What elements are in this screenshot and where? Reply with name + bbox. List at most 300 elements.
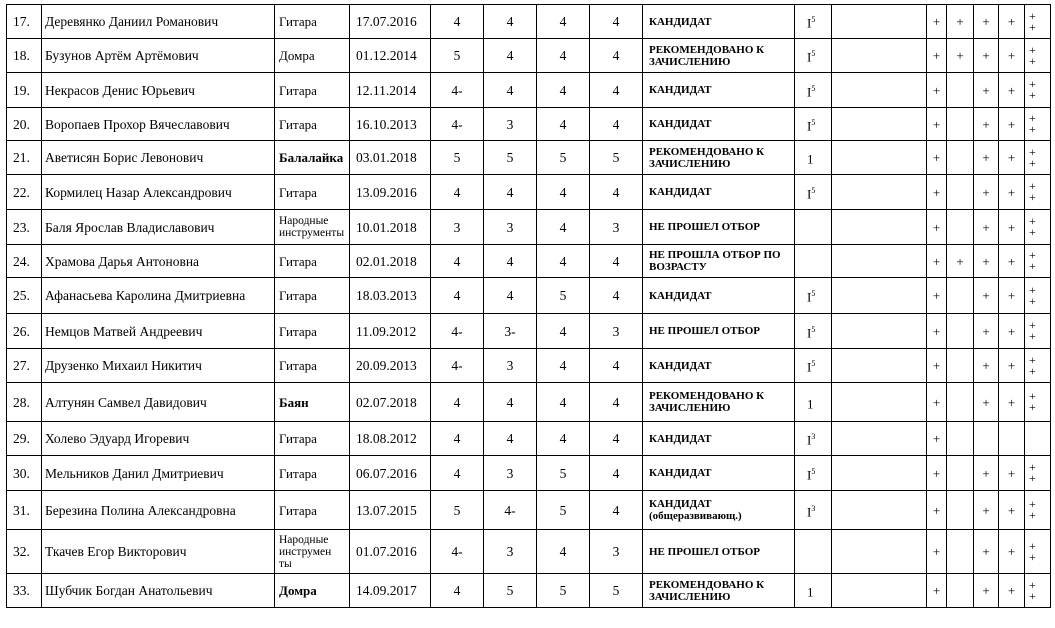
class-level-value: I (807, 467, 812, 483)
instrument: Гитара (275, 245, 350, 278)
mark-cell: + (927, 530, 947, 574)
mark-cell (832, 456, 927, 491)
instrument: Гитара (275, 456, 350, 491)
birth-date: 18.08.2012 (350, 422, 431, 456)
class-level-sup: 5 (811, 49, 816, 59)
mark-cell (947, 422, 974, 456)
status: НЕ ПРОШЕЛ ОТБОР (643, 210, 795, 245)
grade-2: 4 (484, 5, 537, 39)
table-row (7, 108, 1051, 141)
mark-cell: + (999, 108, 1025, 141)
mark-cell: + (999, 278, 1025, 314)
row-number: 26. (7, 314, 42, 349)
grade-3: 4 (537, 245, 590, 278)
mark-cell: + (927, 175, 947, 210)
mark-cell: + + (1025, 491, 1051, 530)
mark-cell: + (999, 210, 1025, 245)
grade-2: 4- (484, 491, 537, 530)
mark-cell: + (974, 73, 999, 108)
class-level (795, 574, 832, 608)
student-name: Баля Ярослав Владиславович (42, 210, 275, 245)
grade-4: 4 (590, 456, 643, 491)
mark-cell (832, 349, 927, 383)
mark-cell (832, 383, 927, 422)
status: КАНДИДАТ (643, 349, 795, 383)
table-row (7, 5, 1051, 39)
status: КАНДИДАТ (643, 108, 795, 141)
grade-2: 3 (484, 349, 537, 383)
grade-3: 4 (537, 73, 590, 108)
mark-cell: + (999, 39, 1025, 73)
mark-cell: + + (1025, 175, 1051, 210)
status: НЕ ПРОШЕЛ ОТБОР (643, 314, 795, 349)
class-level (795, 108, 832, 141)
mark-cell (832, 210, 927, 245)
mark-cell (832, 73, 927, 108)
class-level (795, 245, 832, 278)
class-level (795, 349, 832, 383)
birth-date: 10.01.2018 (350, 210, 431, 245)
grade-3: 4 (537, 530, 590, 574)
mark-cell (947, 175, 974, 210)
class-level-sup: 5 (811, 15, 816, 25)
grade-1: 5 (431, 491, 484, 530)
mark-cell: + + (1025, 383, 1051, 422)
status: КАНДИДАТ (643, 456, 795, 491)
class-level-value: 1 (807, 151, 814, 167)
student-name: Березина Полина Александровна (42, 491, 275, 530)
mark-cell: + (927, 383, 947, 422)
student-name: Немцов Матвей Андреевич (42, 314, 275, 349)
grade-3: 4 (537, 108, 590, 141)
grade-1: 3 (431, 210, 484, 245)
mark-cell: + (999, 245, 1025, 278)
grade-2: 3- (484, 314, 537, 349)
grade-3: 4 (537, 39, 590, 73)
mark-cell: + (927, 73, 947, 108)
birth-date: 02.01.2018 (350, 245, 431, 278)
grade-4: 4 (590, 278, 643, 314)
grade-3: 4 (537, 383, 590, 422)
mark-cell: + (974, 349, 999, 383)
mark-cell: + (999, 5, 1025, 39)
mark-cell: + (927, 245, 947, 278)
grade-1: 4 (431, 383, 484, 422)
row-number: 32. (7, 530, 42, 574)
class-level-value: I (807, 325, 812, 341)
grade-2: 3 (484, 530, 537, 574)
status: НЕ ПРОШЛА ОТБОР ПО ВОЗРАСТУ (643, 245, 795, 278)
mark-cell: + (999, 314, 1025, 349)
grade-2: 4 (484, 175, 537, 210)
mark-cell: + (999, 141, 1025, 175)
table-row (7, 422, 1051, 456)
mark-cell: + + (1025, 73, 1051, 108)
student-name: Некрасов Денис Юрьевич (42, 73, 275, 108)
mark-cell (947, 108, 974, 141)
mark-cell: + (927, 5, 947, 39)
mark-cell: + (927, 278, 947, 314)
mark-cell: + (974, 108, 999, 141)
class-level (795, 491, 832, 530)
instrument: Народные инструменты (275, 210, 350, 245)
mark-cell (947, 491, 974, 530)
grade-1: 4- (431, 73, 484, 108)
instrument: Домра (275, 574, 350, 608)
class-level-value: I (807, 504, 812, 520)
mark-cell: + (999, 574, 1025, 608)
grade-1: 4- (431, 314, 484, 349)
grade-2: 4 (484, 278, 537, 314)
table-row (7, 383, 1051, 422)
class-level-value: 1 (807, 396, 814, 412)
mark-cell (947, 383, 974, 422)
grade-3: 4 (537, 175, 590, 210)
class-level-sup: 5 (811, 324, 816, 334)
mark-cell (947, 314, 974, 349)
mark-cell: + (974, 210, 999, 245)
grade-2: 3 (484, 210, 537, 245)
row-number: 31. (7, 491, 42, 530)
grade-1: 4- (431, 349, 484, 383)
grade-4: 3 (590, 530, 643, 574)
mark-cell: + (999, 530, 1025, 574)
birth-date: 12.11.2014 (350, 73, 431, 108)
grade-1: 5 (431, 141, 484, 175)
mark-cell: + (974, 278, 999, 314)
applicants-table (6, 4, 1051, 608)
class-level-value: I (807, 186, 812, 202)
class-level (795, 278, 832, 314)
birth-date: 18.03.2013 (350, 278, 431, 314)
mark-cell: + (974, 530, 999, 574)
student-name: Деревянко Даниил Романович (42, 5, 275, 39)
grade-4: 4 (590, 5, 643, 39)
grade-1: 4 (431, 422, 484, 456)
grade-1: 4- (431, 530, 484, 574)
instrument: Баян (275, 383, 350, 422)
class-level-sup: 5 (811, 466, 816, 476)
mark-cell: + + (1025, 456, 1051, 491)
class-level (795, 456, 832, 491)
birth-date: 01.07.2016 (350, 530, 431, 574)
birth-date: 13.07.2015 (350, 491, 431, 530)
birth-date: 11.09.2012 (350, 314, 431, 349)
mark-cell: + (927, 574, 947, 608)
mark-cell (832, 314, 927, 349)
class-level-sup: 3 (811, 503, 816, 513)
table-row (7, 278, 1051, 314)
status: КАНДИДАТ (643, 5, 795, 39)
table-row (7, 141, 1051, 175)
instrument: Гитара (275, 349, 350, 383)
grade-1: 4 (431, 456, 484, 491)
mark-cell (832, 491, 927, 530)
mark-cell: + (947, 39, 974, 73)
class-level (795, 314, 832, 349)
class-level (795, 175, 832, 210)
table-row (7, 245, 1051, 278)
table-row (7, 210, 1051, 245)
row-number: 23. (7, 210, 42, 245)
grade-2: 4 (484, 422, 537, 456)
mark-cell: + (927, 456, 947, 491)
status: КАНДИДАТ (общеразвивающ.) (643, 491, 795, 530)
mark-cell: + (974, 574, 999, 608)
mark-cell: + (999, 456, 1025, 491)
class-level (795, 39, 832, 73)
mark-cell (832, 245, 927, 278)
class-level-value: I (807, 432, 812, 448)
student-name: Афанасьева Каролина Дмитриевна (42, 278, 275, 314)
grade-2: 3 (484, 108, 537, 141)
class-level (795, 210, 832, 245)
instrument: Гитара (275, 175, 350, 210)
grade-4: 4 (590, 175, 643, 210)
mark-cell (832, 530, 927, 574)
grade-2: 4 (484, 245, 537, 278)
grade-3: 5 (537, 574, 590, 608)
student-name: Алтунян Самвел Давидович (42, 383, 275, 422)
instrument: Гитара (275, 73, 350, 108)
grade-2: 5 (484, 574, 537, 608)
mark-cell (832, 574, 927, 608)
student-name: Шубчик Богдан Анатольевич (42, 574, 275, 608)
table-row (7, 349, 1051, 383)
grade-3: 4 (537, 210, 590, 245)
row-number: 25. (7, 278, 42, 314)
grade-3: 4 (537, 349, 590, 383)
instrument: Гитара (275, 422, 350, 456)
grade-2: 5 (484, 141, 537, 175)
mark-cell: + (927, 314, 947, 349)
table-row (7, 314, 1051, 349)
grade-1: 5 (431, 39, 484, 73)
instrument: Гитара (275, 5, 350, 39)
mark-cell: + (999, 73, 1025, 108)
class-level-sup: 3 (811, 432, 816, 442)
mark-cell (832, 5, 927, 39)
status: РЕКОМЕНДОВАНО К ЗАЧИСЛЕНИЮ (643, 39, 795, 73)
grade-4: 4 (590, 245, 643, 278)
grade-3: 4 (537, 422, 590, 456)
mark-cell (947, 73, 974, 108)
class-level (795, 530, 832, 574)
status: РЕКОМЕНДОВАНО К ЗАЧИСЛЕНИЮ (643, 141, 795, 175)
mark-cell (832, 39, 927, 73)
grade-2: 4 (484, 39, 537, 73)
grade-4: 4 (590, 491, 643, 530)
birth-date: 13.09.2016 (350, 175, 431, 210)
row-number: 19. (7, 73, 42, 108)
status: КАНДИДАТ (643, 175, 795, 210)
table-row (7, 456, 1051, 491)
mark-cell (832, 141, 927, 175)
grade-2: 4 (484, 73, 537, 108)
status: КАНДИДАТ (643, 422, 795, 456)
mark-cell: + (927, 108, 947, 141)
row-number: 22. (7, 175, 42, 210)
status: РЕКОМЕНДОВАНО К ЗАЧИСЛЕНИЮ (643, 574, 795, 608)
mark-cell: + (927, 349, 947, 383)
status: РЕКОМЕНДОВАНО К ЗАЧИСЛЕНИЮ (643, 383, 795, 422)
grade-1: 4 (431, 245, 484, 278)
class-level (795, 383, 832, 422)
grade-4: 3 (590, 314, 643, 349)
student-name: Аветисян Борис Левонович (42, 141, 275, 175)
class-level-value: I (807, 289, 812, 305)
mark-cell: + (999, 349, 1025, 383)
class-level (795, 141, 832, 175)
class-level-value: I (807, 84, 812, 100)
table-row (7, 491, 1051, 530)
student-name: Воропаев Прохор Вячеславович (42, 108, 275, 141)
mark-cell: + + (1025, 245, 1051, 278)
row-number: 18. (7, 39, 42, 73)
instrument: Гитара (275, 491, 350, 530)
table-row (7, 530, 1051, 574)
mark-cell: + (974, 39, 999, 73)
instrument: Гитара (275, 108, 350, 141)
grade-4: 4 (590, 422, 643, 456)
class-level-value: I (807, 359, 812, 375)
mark-cell (1025, 422, 1051, 456)
mark-cell (832, 422, 927, 456)
grade-1: 4 (431, 5, 484, 39)
class-level-sup: 5 (811, 83, 816, 93)
grade-3: 5 (537, 456, 590, 491)
instrument: Домра (275, 39, 350, 73)
student-name: Храмова Дарья Антоновна (42, 245, 275, 278)
table-row (7, 175, 1051, 210)
student-name: Друзенко Михаил Никитич (42, 349, 275, 383)
grade-4: 3 (590, 210, 643, 245)
mark-cell: + + (1025, 39, 1051, 73)
row-number: 28. (7, 383, 42, 422)
mark-cell: + + (1025, 314, 1051, 349)
grade-1: 4 (431, 175, 484, 210)
mark-cell: + + (1025, 141, 1051, 175)
status: КАНДИДАТ (643, 278, 795, 314)
row-number: 17. (7, 5, 42, 39)
mark-cell: + (974, 456, 999, 491)
grade-4: 5 (590, 574, 643, 608)
mark-cell (832, 175, 927, 210)
birth-date: 17.07.2016 (350, 5, 431, 39)
mark-cell: + + (1025, 5, 1051, 39)
mark-cell: + (927, 422, 947, 456)
class-level-sup: 5 (811, 359, 816, 369)
mark-cell: + (999, 175, 1025, 210)
mark-cell: + + (1025, 210, 1051, 245)
mark-cell (832, 108, 927, 141)
row-number: 29. (7, 422, 42, 456)
mark-cell: + (947, 5, 974, 39)
mark-cell (999, 422, 1025, 456)
grade-3: 5 (537, 491, 590, 530)
birth-date: 20.09.2013 (350, 349, 431, 383)
mark-cell: + + (1025, 574, 1051, 608)
mark-cell (947, 141, 974, 175)
grade-4: 4 (590, 349, 643, 383)
mark-cell: + + (1025, 349, 1051, 383)
mark-cell: + (974, 245, 999, 278)
class-level (795, 73, 832, 108)
status: КАНДИДАТ (643, 73, 795, 108)
row-number: 24. (7, 245, 42, 278)
instrument: Народные инструмен ты (275, 530, 350, 574)
grade-2: 3 (484, 456, 537, 491)
mark-cell: + + (1025, 278, 1051, 314)
grade-1: 4 (431, 574, 484, 608)
mark-cell: + (974, 383, 999, 422)
class-level (795, 5, 832, 39)
mark-cell (947, 278, 974, 314)
grade-3: 5 (537, 141, 590, 175)
birth-date: 02.07.2018 (350, 383, 431, 422)
mark-cell (974, 422, 999, 456)
grade-3: 5 (537, 278, 590, 314)
student-name: Холево Эдуард Игоревич (42, 422, 275, 456)
class-level-value: I (807, 118, 812, 134)
mark-cell: + (999, 383, 1025, 422)
mark-cell: + + (1025, 530, 1051, 574)
birth-date: 16.10.2013 (350, 108, 431, 141)
row-number: 21. (7, 141, 42, 175)
grade-4: 4 (590, 108, 643, 141)
class-level-sup: 5 (811, 117, 816, 127)
mark-cell: + (927, 491, 947, 530)
mark-cell: + (927, 210, 947, 245)
table-row (7, 574, 1051, 608)
grade-2: 4 (484, 383, 537, 422)
mark-cell: + (974, 141, 999, 175)
birth-date: 06.07.2016 (350, 456, 431, 491)
mark-cell (947, 349, 974, 383)
grade-3: 4 (537, 314, 590, 349)
instrument: Гитара (275, 278, 350, 314)
mark-cell: + (999, 491, 1025, 530)
table-row (7, 39, 1051, 73)
birth-date: 03.01.2018 (350, 141, 431, 175)
table-row (7, 73, 1051, 108)
status: НЕ ПРОШЕЛ ОТБОР (643, 530, 795, 574)
mark-cell (947, 530, 974, 574)
class-level-value: I (807, 15, 812, 31)
mark-cell: + (974, 5, 999, 39)
row-number: 30. (7, 456, 42, 491)
grade-4: 4 (590, 39, 643, 73)
student-name: Мельников Данил Дмитриевич (42, 456, 275, 491)
class-level-value: 1 (807, 584, 814, 600)
mark-cell (947, 574, 974, 608)
grade-4: 5 (590, 141, 643, 175)
class-level-sup: 5 (811, 185, 816, 195)
mark-cell (947, 456, 974, 491)
mark-cell: + (974, 491, 999, 530)
student-name: Кормилец Назар Александрович (42, 175, 275, 210)
grade-4: 4 (590, 73, 643, 108)
student-name: Бузунов Артём Артёмович (42, 39, 275, 73)
row-number: 33. (7, 574, 42, 608)
birth-date: 01.12.2014 (350, 39, 431, 73)
mark-cell: + (974, 314, 999, 349)
class-level-value: I (807, 49, 812, 65)
mark-cell: + (974, 175, 999, 210)
mark-cell (832, 278, 927, 314)
student-name: Ткачев Егор Викторович (42, 530, 275, 574)
row-number: 27. (7, 349, 42, 383)
